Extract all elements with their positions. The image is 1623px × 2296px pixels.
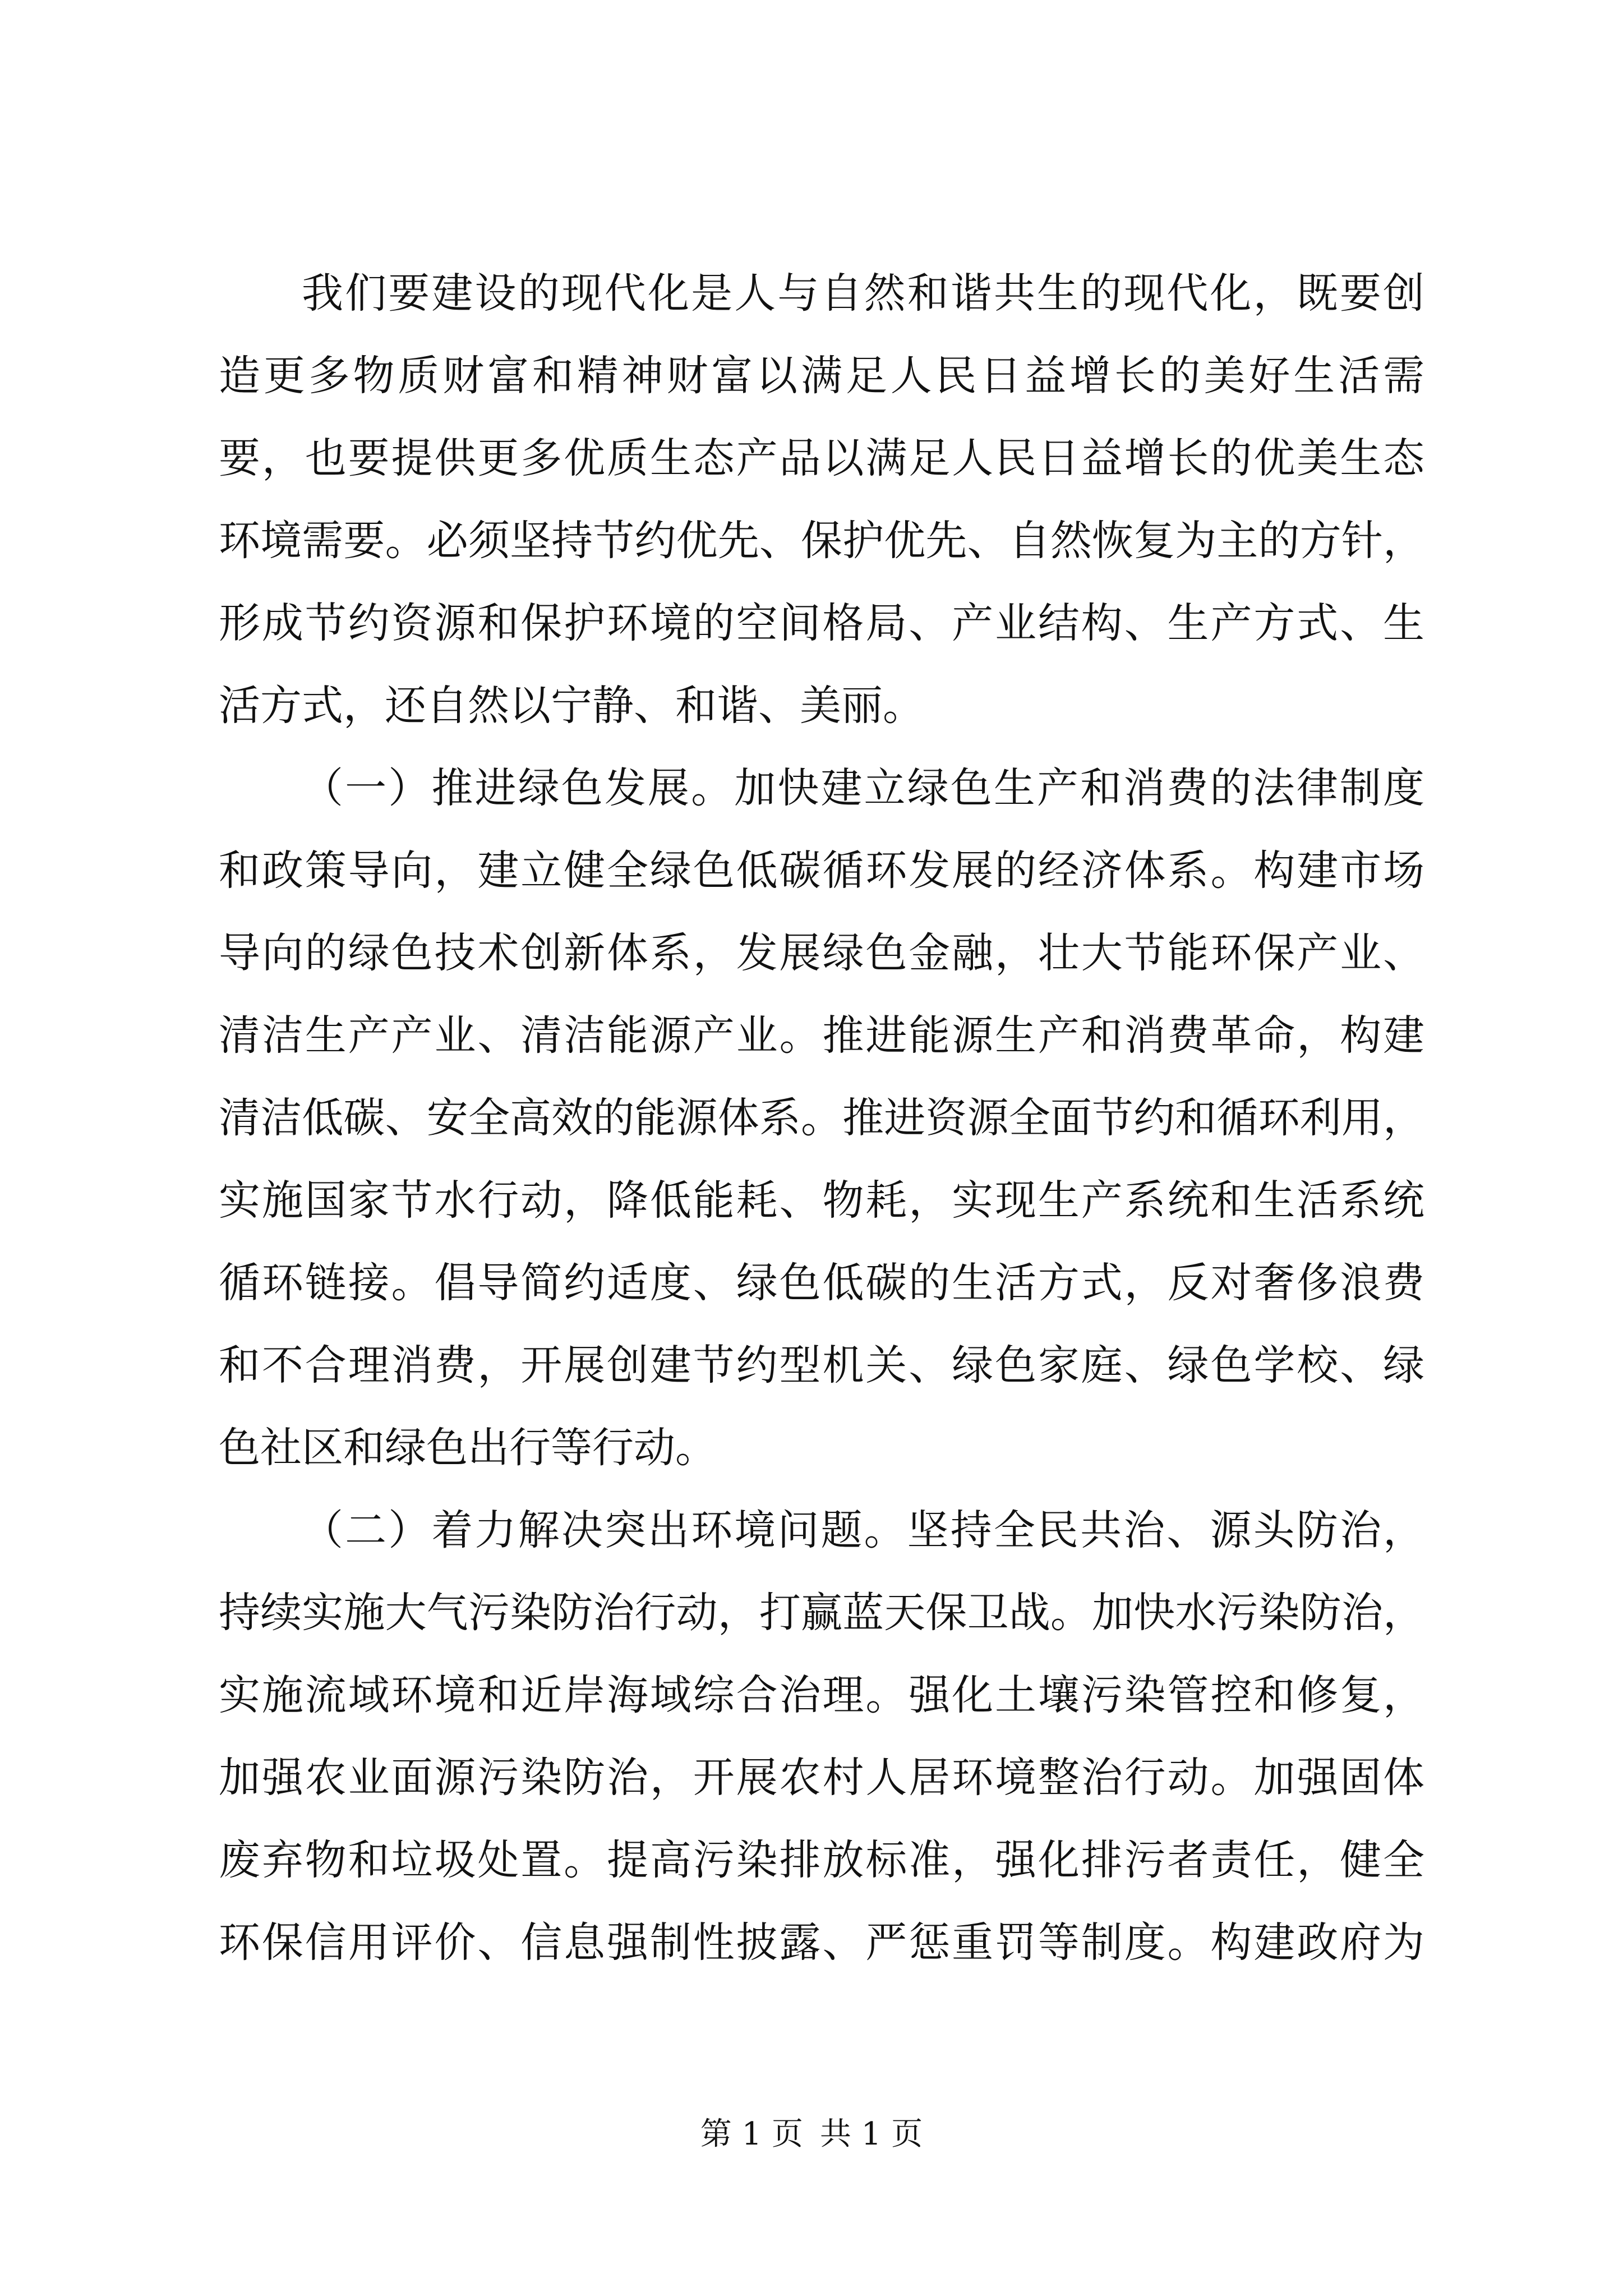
page-number-label: 第 1 页 [700, 2116, 803, 2152]
paragraph-1-line-4: 环境需要。必须坚持节约优先、保护优先、自然恢复为主的方针， [219, 517, 1424, 565]
paragraph-2-line-1: （一）推进绿色发展。加快建立绿色生产和消费的法律制度 [302, 764, 1424, 812]
paragraph-2-line-3: 导向的绿色技术创新体系，发展绿色金融，壮大节能环保产业、 [219, 929, 1424, 977]
paragraph-3-line-5: 废弃物和垃圾处置。提高污染排放标准，强化排污者责任，健全 [219, 1836, 1424, 1884]
page-total-label: 共 1 页 [820, 2116, 923, 2152]
paragraph-3-line-2: 持续实施大气污染防治行动，打赢蓝天保卫战。加快水污染防治， [219, 1589, 1424, 1637]
paragraph-2-line-9: 色社区和绿色出行等行动。 [219, 1424, 717, 1472]
paragraph-3-line-3: 实施流域环境和近岸海域综合治理。强化土壤污染管控和修复， [219, 1671, 1424, 1719]
paragraph-3-line-6: 环保信用评价、信息强制性披露、严惩重罚等制度。构建政府为 [219, 1918, 1424, 1967]
paragraph-1-line-2: 造更多物质财富和精神财富以满足人民日益增长的美好生活需 [219, 352, 1424, 400]
paragraph-2-line-7: 循环链接。倡导简约适度、绿色低碳的生活方式，反对奢侈浪费 [219, 1259, 1424, 1307]
paragraph-2-line-2: 和政策导向，建立健全绿色低碳循环发展的经济体系。构建市场 [219, 846, 1424, 895]
paragraph-1-line-6: 活方式，还自然以宁静、和谐、美丽。 [219, 682, 924, 730]
paragraph-2-line-5: 清洁低碳、安全高效的能源体系。推进资源全面节约和循环利用， [219, 1094, 1424, 1142]
paragraph-1-line-5: 形成节约资源和保护环境的空间格局、产业结构、生产方式、生 [219, 599, 1424, 647]
page-footer [0, 2115, 1623, 2154]
document-body [219, 252, 1424, 1984]
paragraph-3-line-1: （二）着力解决突出环境问题。坚持全民共治、源头防治， [302, 1506, 1424, 1554]
paragraph-1-line-1: 我们要建设的现代化是人与自然和谐共生的现代化，既要创 [302, 269, 1424, 318]
paragraph-2-line-8: 和不合理消费，开展创建节约型机关、绿色家庭、绿色学校、绿 [219, 1341, 1424, 1389]
paragraph-2-line-4: 清洁生产产业、清洁能源产业。推进能源生产和消费革命，构建 [219, 1011, 1424, 1060]
paragraph-1-line-3: 要，也要提供更多优质生态产品以满足人民日益增长的优美生态 [219, 434, 1424, 482]
paragraph-2-line-6: 实施国家节水行动，降低能耗、物耗，实现生产系统和生活系统 [219, 1176, 1424, 1225]
paragraph-3-line-4: 加强农业面源污染防治，开展农村人居环境整治行动。加强固体 [219, 1754, 1424, 1802]
